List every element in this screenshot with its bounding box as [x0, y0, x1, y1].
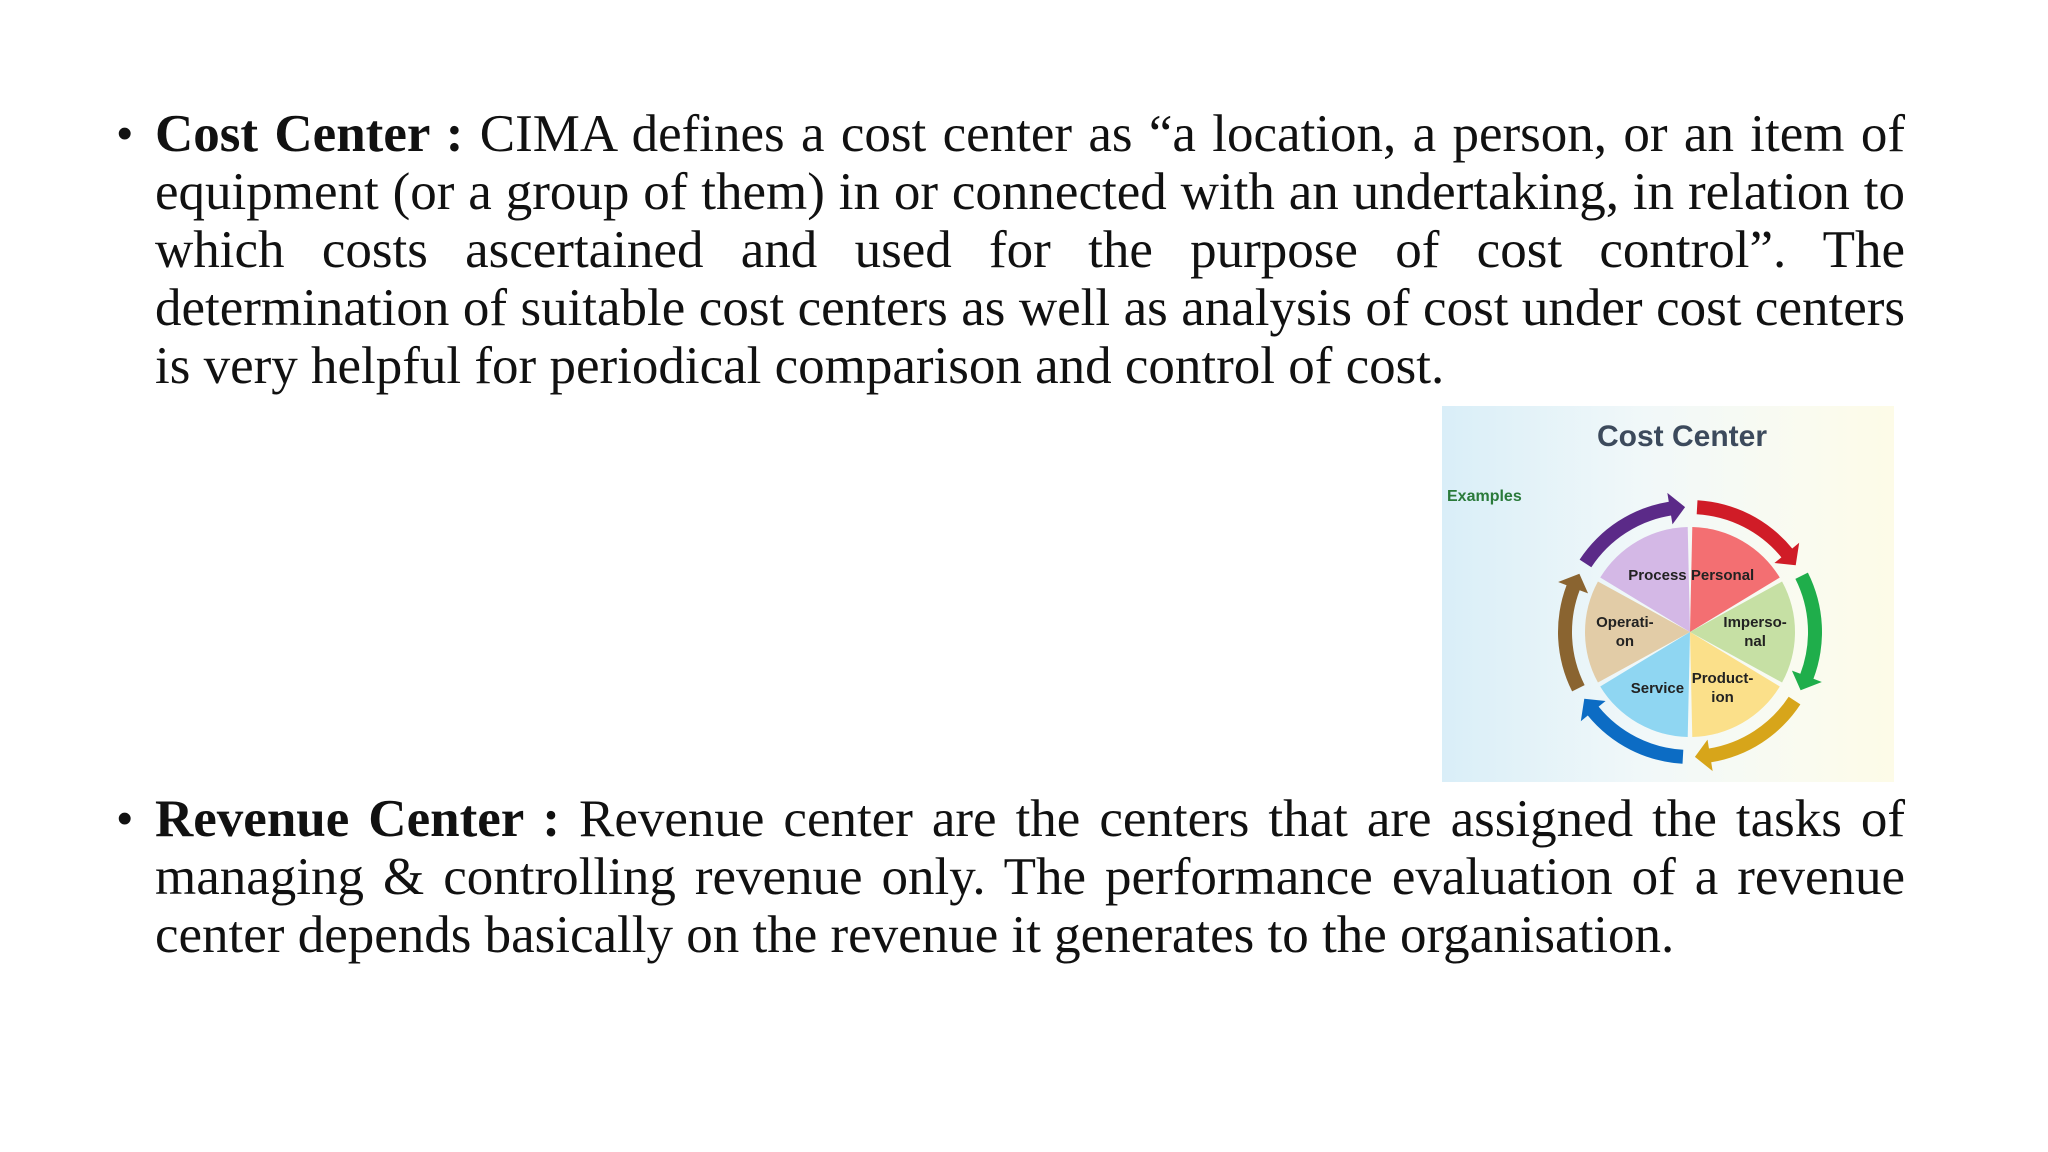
bullet-paragraph [155, 105, 1905, 395]
bullet-term: Revenue Center : [155, 790, 560, 848]
segment-arrow [1558, 574, 1588, 692]
segment-label-line: nal [1744, 633, 1766, 650]
bullet-paragraph [155, 790, 1905, 964]
bullet-dot: • [117, 109, 133, 158]
segment-label-line: on [1615, 633, 1635, 650]
segment-label [1715, 613, 1795, 651]
segment-label-line: Process [1628, 567, 1687, 585]
bullet-cost-center [117, 105, 1905, 395]
segment-label-line: Service [1630, 679, 1685, 697]
segment-arrow [1792, 573, 1822, 691]
diagram-title: Cost Center [1597, 420, 1768, 453]
segment-label-line: Product- [1691, 670, 1754, 688]
segment-label [1617, 679, 1697, 698]
segment-label [1585, 613, 1665, 651]
bullet-revenue-center [117, 790, 1906, 964]
bullet-term: Cost Center : [155, 105, 464, 163]
bullet-text: CIMA defines a cost center as “a location, a person, or an item of equipment (or a group of them) in or connected with an undertaking, in relation to which costs ascertained and used for the purpose of cost control”. The determination of suitable cost centers as well as analysis of cost under cost centers is very helpful for periodical comparison and control of cost. [155, 105, 1905, 395]
segment-label-line: Operati- [1596, 614, 1654, 631]
segment-label-line: Personal [1690, 567, 1755, 585]
cost-center-diagram [1442, 406, 1894, 782]
diagram-side-label: Examples [1447, 488, 1522, 505]
segment-label-line: ion [1711, 689, 1734, 707]
cost-center-wheel [1442, 406, 1894, 782]
bullet-dot: • [117, 794, 133, 843]
bullet-text: Revenue center are the centers that are assigned the tasks of managing & controlling revenue only. The performance evaluation of a revenue center depends basically on the revenue it generates to the organisation. [155, 790, 1906, 964]
segment-label-line: Imperso- [1723, 614, 1787, 631]
segment-label [1617, 566, 1697, 585]
